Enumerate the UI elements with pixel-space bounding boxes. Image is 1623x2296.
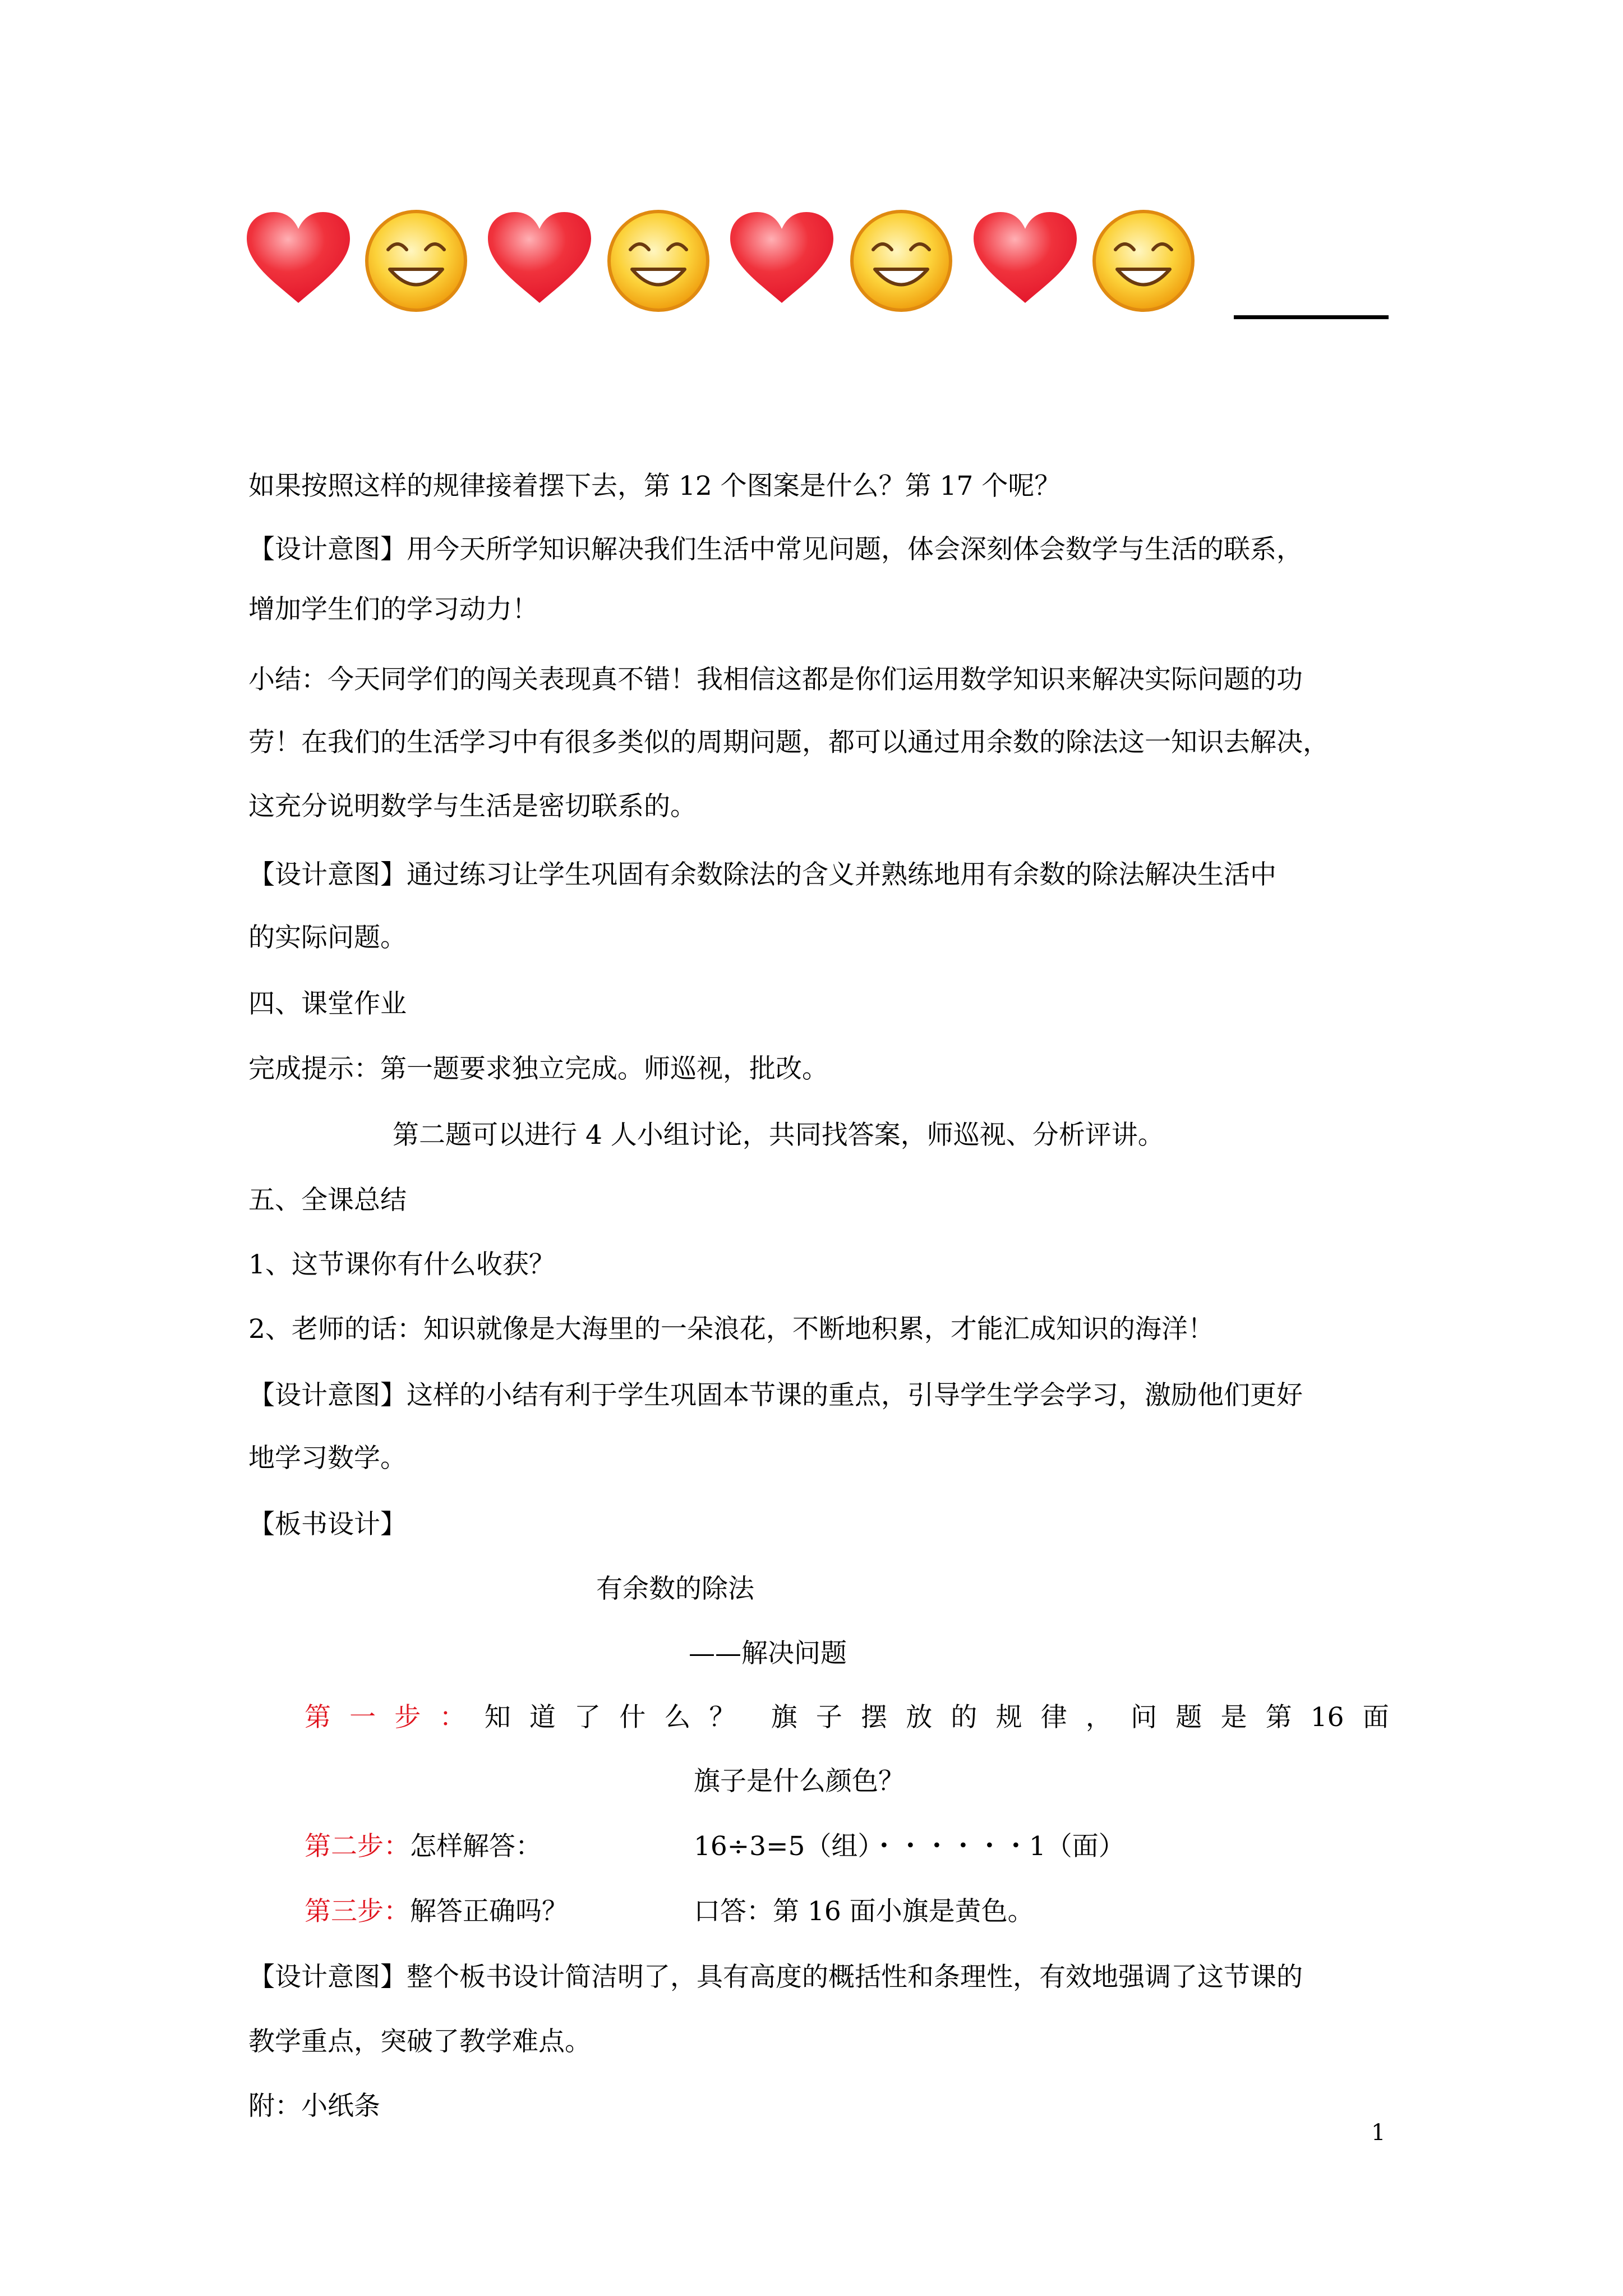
step-one-char: ： xyxy=(439,1702,466,1733)
step-three-answer: 口答：第 16 面小旗是黄色。 xyxy=(694,1896,1034,1927)
step-one-char: 面 xyxy=(1362,1702,1389,1733)
appendix-label: 附：小纸条 xyxy=(248,2091,380,2122)
step-one-char: 16 xyxy=(1310,1702,1344,1733)
step-one-char: 第 xyxy=(305,1702,331,1733)
step-one-char: 第 xyxy=(1265,1702,1292,1733)
heart-icon xyxy=(242,208,354,309)
design-intent-1-cont: 增加学生们的学习动力！ xyxy=(248,594,538,625)
section-four-heading: 四、课堂作业 xyxy=(248,988,407,1019)
step-one-line xyxy=(305,1701,1389,1734)
answer-blank xyxy=(1234,315,1389,319)
heart-icon xyxy=(483,208,596,309)
step-one-char: 子 xyxy=(815,1702,842,1733)
smiley-icon xyxy=(363,208,469,314)
hint-line-1: 完成提示：第一题要求独立完成。师巡视，批改。 xyxy=(248,1053,828,1084)
step-three-label: 第三步： xyxy=(305,1896,410,1927)
smiley-icon xyxy=(1090,208,1197,314)
step-one-char: 了 xyxy=(574,1702,601,1733)
step-one-char: 么 xyxy=(664,1702,691,1733)
step-one-char: 摆 xyxy=(861,1702,888,1733)
step-one-char: 的 xyxy=(951,1702,978,1733)
step-one-char: 什 xyxy=(619,1702,646,1733)
board-design-heading: 【板书设计】 xyxy=(248,1509,407,1540)
smiley-icon xyxy=(605,208,712,314)
heart-icon xyxy=(969,208,1081,309)
summary-question-1: 1、这节课你有什么收获？ xyxy=(248,1249,555,1280)
hint-line-2: 第二题可以进行 4 人小组讨论，共同找答案，师巡视、分析评讲。 xyxy=(393,1120,1164,1151)
design-intent-3-cont: 地学习数学。 xyxy=(248,1443,407,1474)
pattern-row xyxy=(242,208,1196,320)
step-one-char: 一 xyxy=(349,1702,376,1733)
step-one-char: 放 xyxy=(906,1702,933,1733)
section-five-heading: 五、全课总结 xyxy=(248,1185,407,1216)
step-two-line xyxy=(305,1830,542,1864)
summary-question-2: 2、老师的话：知识就像是大海里的一朵浪花，不断地积累，才能汇成知识的海洋！ xyxy=(248,1314,1214,1345)
step-one-char: 旗 xyxy=(771,1702,797,1733)
board-main-title: 有余数的除法 xyxy=(596,1573,754,1604)
summary-line-2: 劳！在我们的生活学习中有很多类似的周期问题，都可以通过用余数的除法这一知识去解决， xyxy=(248,727,1329,758)
step-one-char: ？ xyxy=(709,1702,736,1733)
step-two-label: 第二步： xyxy=(305,1831,410,1862)
summary-line-3: 这充分说明数学与生活是密切联系的。 xyxy=(248,791,697,822)
step-one-char: ， xyxy=(1085,1702,1112,1733)
step-three-line xyxy=(305,1895,568,1929)
design-intent-4: 【设计意图】整个板书设计简洁明了，具有高度的概括性和条理性，有效地强调了这节课的 xyxy=(248,1962,1303,1993)
step-one-char: 律 xyxy=(1040,1702,1067,1733)
page-number: 1 xyxy=(1371,2120,1386,2146)
smiley-icon xyxy=(848,208,955,314)
step-one-char: 题 xyxy=(1175,1702,1202,1733)
step-three-text: 解答正确吗？ xyxy=(410,1896,568,1927)
step-one-char: 道 xyxy=(529,1702,556,1733)
step-one-char: 知 xyxy=(484,1702,511,1733)
summary-line-1: 小结：今天同学们的闯关表现真不错！我相信这都是你们运用数学知识来解决实际问题的功 xyxy=(248,664,1303,695)
step-one-char: 规 xyxy=(995,1702,1022,1733)
step-one-char: 步 xyxy=(394,1702,421,1733)
step-two-text: 怎样解答： xyxy=(410,1831,542,1862)
question-text: 如果按照这样的规律接着摆下去，第 12 个图案是什么？第 17 个呢？ xyxy=(248,471,1061,501)
step-two-calculation: 16÷3=5（组）・・・・・・1（面） xyxy=(694,1831,1125,1862)
design-intent-3: 【设计意图】这样的小结有利于学生巩固本节课的重点，引导学生学会学习，激励他们更好 xyxy=(248,1380,1303,1411)
board-subtitle: ——解决问题 xyxy=(689,1638,847,1669)
design-intent-2: 【设计意图】通过练习让学生巩固有余数除法的含义并熟练地用有余数的除法解决生活中 xyxy=(248,859,1276,890)
design-intent-2-cont: 的实际问题。 xyxy=(248,922,407,953)
design-intent-4-cont: 教学重点，突破了教学难点。 xyxy=(248,2026,591,2057)
step-one-char: 是 xyxy=(1220,1702,1247,1733)
step-one-continued: 旗子是什么颜色？ xyxy=(694,1766,905,1797)
step-one-char: 问 xyxy=(1131,1702,1158,1733)
heart-icon xyxy=(726,208,838,309)
design-intent-1: 【设计意图】用今天所学知识解决我们生活中常见问题，体会深刻体会数学与生活的联系， xyxy=(248,534,1303,565)
